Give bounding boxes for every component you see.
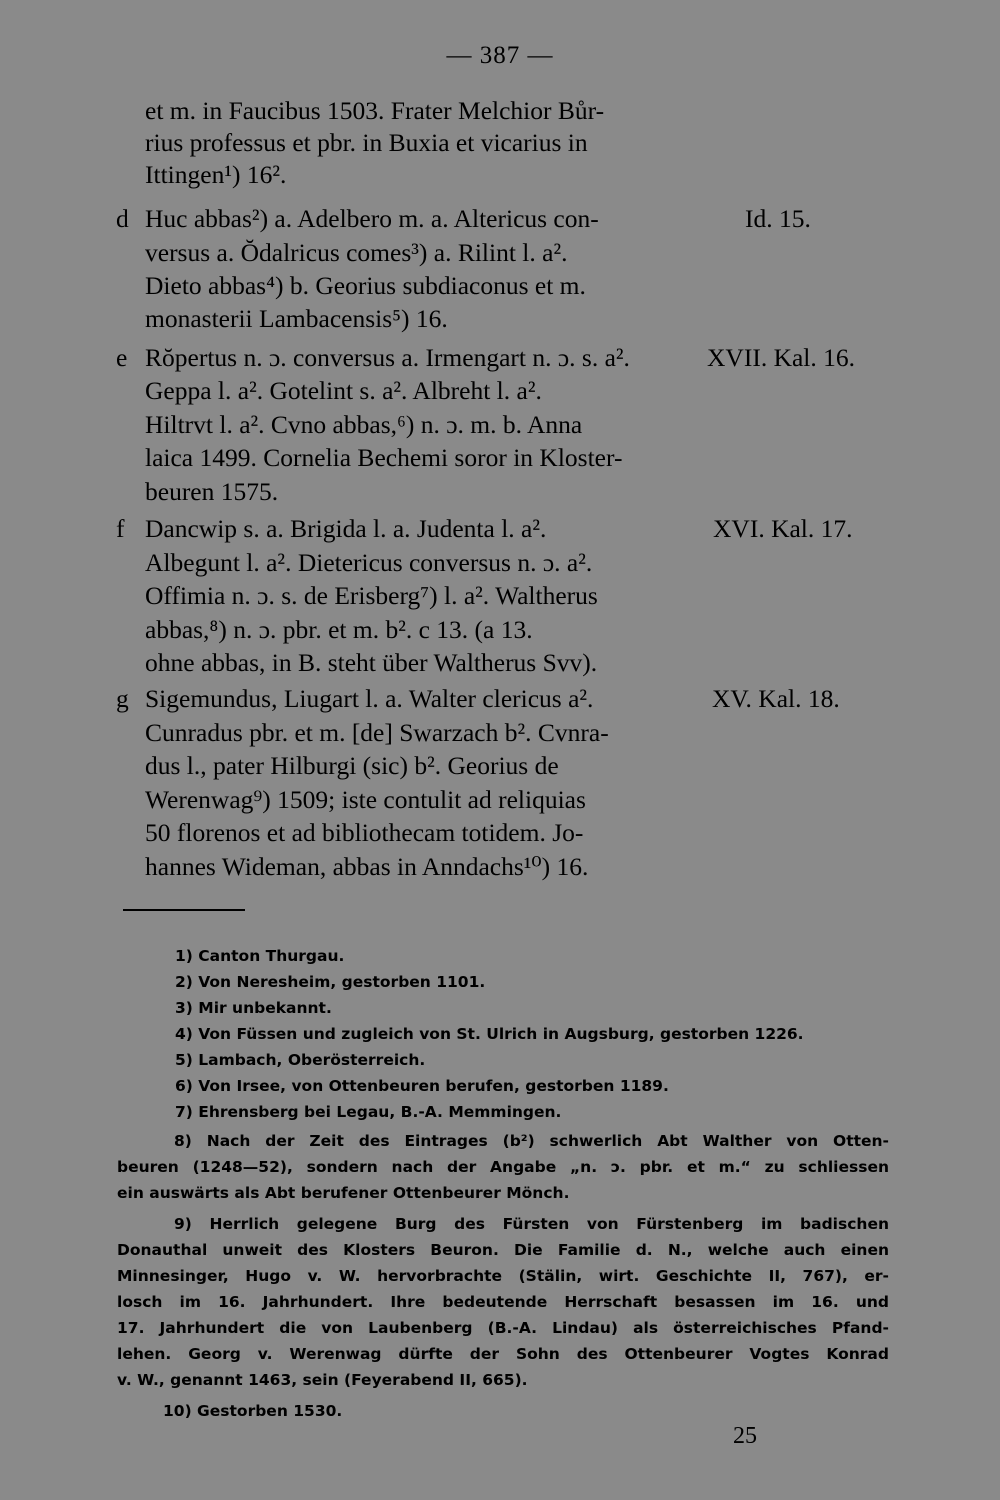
text-line: Hiltrvt l. a². Cvno abbas,⁶) n. ɔ. m. b. Anna [145,410,583,439]
footnote-2: 2) Von Neresheim, gestorben 1101. [175,973,486,991]
footnote-line: Minnesinger, Hugo v. W. hervorbrachte (Stälin, wirt. Geschichte II, 767), er- [117,1267,889,1285]
text-line: Rŏpertus n. ɔ. conversus a. Irmengart n. ɔ. s. a². [145,343,630,372]
footnote-9 [117,1211,889,1393]
footnote-8 [117,1128,889,1206]
footnote-line: v. W., genannt 1463, sein (Feyerabend II, 665). [117,1371,528,1389]
margin-note: XVI. Kal. 17. [713,514,853,543]
text-line: Cunradus pbr. et m. [de] Swarzach b². Cvnra- [145,718,609,747]
text-line: Dieto abbas⁴) b. Georius subdiaconus et m. [145,271,586,300]
text-line: Werenwag⁹) 1509; iste contulit ad reliquias [145,785,586,814]
margin-note: Id. 15. [745,204,811,233]
entry-letter: d [116,204,129,233]
text-line: laica 1499. Cornelia Bechemi soror in Kloster- [145,443,623,472]
text-line: ohne abbas, in B. steht über Waltherus Svv). [145,648,598,677]
text-line: abbas,⁸) n. ɔ. pbr. et m. b². c 13. (a 13. [145,615,533,644]
entry-letter: f [116,514,125,543]
page-number: — 387 — [446,42,554,69]
text-line: dus l., pater Hilburgi (sic) b². Georius de [145,751,559,780]
text-line: Dancwip s. a. Brigida l. a. Judenta l. a². [145,514,547,543]
footnote-3: 3) Mir unbekannt. [175,999,332,1017]
text-line: versus a. Ŏdalricus comes³) a. Rilint l. a². [145,238,568,267]
text-line: 50 florenos et ad bibliothecam totidem. Jo- [145,818,584,847]
entry-letter: g [116,684,129,713]
footnote-10: 10) Gestorben 1530. [163,1402,343,1420]
footnote-separator [123,909,245,911]
footnote-7: 7) Ehrensberg bei Legau, B.-A. Memmingen. [175,1103,562,1121]
text-line: Albegunt l. a². Dietericus conversus n. ɔ. a². [145,548,593,577]
text-line: et m. in Faucibus 1503. Frater Melchior Bůr- [145,96,605,125]
text-line: Huc abbas²) a. Adelbero m. a. Altericus con- [145,204,599,233]
margin-note: XV. Kal. 18. [712,684,840,713]
footnote-line: 9) Herrlich gelegene Burg des Fürsten von Fürstenberg im badischen [174,1215,889,1233]
footnote-line: 8) Nach der Zeit des Eintrages (b²) schwerlich Abt Walther von Otten- [174,1132,889,1150]
text-line: beuren 1575. [145,477,279,506]
footnote-line: 17. Jahrhundert die von Laubenberg (B.-A. Lindau) als österreichisches Pfand- [117,1319,889,1337]
text-line: monasterii Lambacensis⁵) 16. [145,304,448,333]
text-line: hannes Wideman, abbas in Anndachs¹⁰) 16. [145,852,589,881]
footnote-line: ein auswärts als Abt berufener Ottenbeurer Mönch. [117,1184,570,1202]
entry-letter: e [116,343,128,372]
footnote-line: Donauthal unweit des Klosters Beuron. Die Familie d. N., welche auch einen [117,1241,889,1259]
text-line: Ittingen¹) 16². [145,160,287,189]
footnote-5: 5) Lambach, Oberösterreich. [175,1051,426,1069]
footnote-1: 1) Canton Thurgau. [175,947,345,965]
text-line: Sigemundus, Liugart l. a. Walter clericus a². [145,684,594,713]
footnote-line: lehen. Georg v. Werenwag dürfte der Sohn des Ottenbeurer Vogtes Konrad [117,1345,889,1363]
text-line: Geppa l. a². Gotelint s. a². Albreht l. a². [145,376,542,405]
signature-mark: 25 [733,1423,757,1449]
footnote-line: beuren (1248—52), sondern nach der Angabe „n. ɔ. pbr. et m.“ zu schliessen [117,1158,889,1176]
footnote-4: 4) Von Füssen und zugleich von St. Ulrich in Augsburg, gestorben 1226. [175,1025,804,1043]
footnote-6: 6) Von Irsee, von Ottenbeuren berufen, gestorben 1189. [175,1077,669,1095]
footnote-line: losch im 16. Jahrhundert. Ihre bedeutende Herrschaft besassen im 16. und [117,1293,889,1311]
text-line: Offimia n. ɔ. s. de Erisberg⁷) l. a². Waltherus [145,581,598,610]
text-line: rius professus et pbr. in Buxia et vicarius in [145,128,588,157]
margin-note: XVII. Kal. 16. [707,343,856,372]
